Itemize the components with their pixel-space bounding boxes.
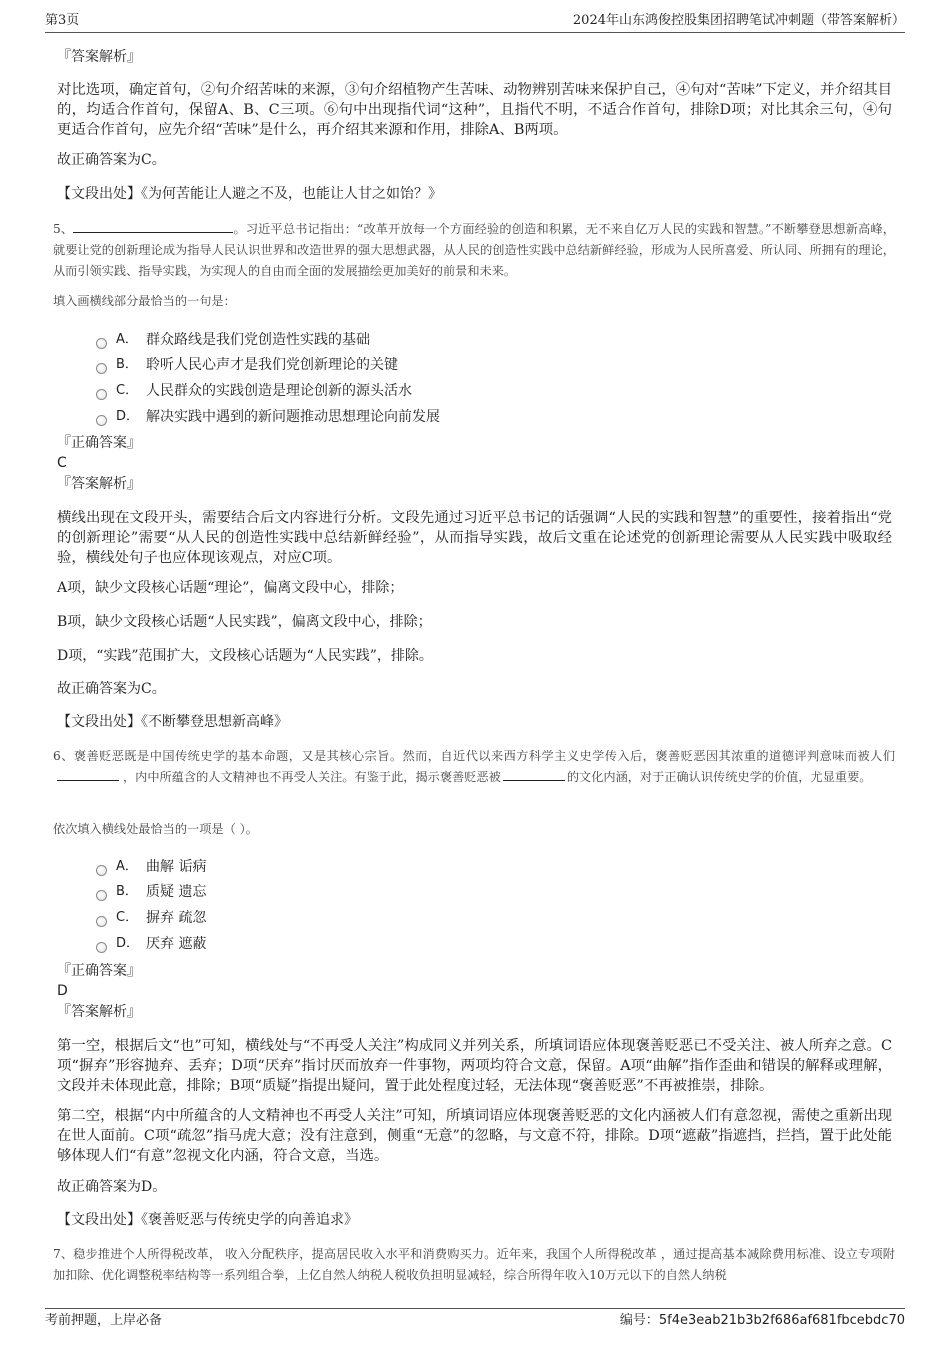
q4-conclusion: 故正确答案为C。 [57, 152, 166, 168]
question-number: 5、 [53, 222, 74, 236]
fill-blank [73, 219, 233, 233]
question-text: ，内中所蕴含的人文精神也不再受人关注。有鉴于此，揭示褒善贬恶被 [123, 770, 501, 784]
page-number: 第3页 [45, 13, 80, 28]
option-text: 厌弃 遮蔽 [146, 936, 207, 952]
option-letter: D． [116, 936, 140, 951]
option-text: 人民群众的实践创造是理论创新的源头活水 [146, 383, 412, 399]
radio-icon[interactable] [96, 389, 107, 400]
radio-icon[interactable] [96, 363, 107, 374]
document-code [620, 1309, 905, 1333]
q5-answer: C [57, 455, 67, 471]
question-text: 褒善贬恶既是中国传统史学的基本命题，又是其核心宗旨。然而，自近代以来西方科学主义史学传入后，褒善贬恶因其浓重的道德评判意味而被人们 [73, 749, 896, 763]
option-text: 摒弃 疏忽 [146, 910, 207, 926]
option-letter: C． [116, 383, 139, 398]
code-value: 5f4e3eab21b3b2f686af681fbcebdc70 [658, 1313, 905, 1328]
option-letter: B． [116, 357, 138, 372]
fill-blank [503, 767, 565, 781]
question-number: 6、 [53, 749, 74, 763]
option-b[interactable] [96, 355, 398, 375]
radio-icon[interactable] [96, 865, 107, 876]
q5-analysis-text: 横线出现在文段开头，需要结合后文内容进行分析。文段先通过习近平总书记的话强调“人民的实践和智慧”的重要性，接着指出“党的创新理论”需要“从人民的创造性实践中总结新鲜经验”，从而指导实践，故后文重在论述党的创新理论需要从人民实践中吸取经验，横线处句子也应体现该观点，对应C项。 [57, 510, 892, 566]
document-title: 2024年山东鸿俊控股集团招聘笔试冲刺题（带答案解析） [572, 13, 905, 28]
option-letter: A． [116, 859, 138, 874]
option-a[interactable] [96, 857, 206, 877]
q6-conclusion: 故正确答案为D。 [57, 1179, 167, 1195]
q6-answer-heading: 『正确答案』 [57, 963, 141, 979]
radio-icon[interactable] [96, 916, 107, 927]
question-text: 。习近平总书记指出：“改革开放每一个方面经验的创造和积累，无不来自亿万人民的实践和智慧。”不断攀登思想新高峰，就要让党的创新理论成为指导人民认识世界和改造世界的强大思想武器，从人民的创造性实践中总结新鲜经验，形成为人民所喜爱、所认同、所拥有的理论，从而引领实践、指导实践，为实现人的自由而全面的发展描绘更加美好的前景和未来。 [53, 222, 895, 278]
question-6-instruction: 依次填入横线处最恰当的一项是（ ）。 [53, 822, 258, 836]
option-letter: C． [116, 910, 139, 925]
q5-analysis-d: D项，“实践”范围扩大，文段核心话题为“人民实践”，排除。 [57, 648, 433, 664]
question-7-stem [53, 1244, 895, 1286]
q6-analysis-text-2: 第二空，根据“内中所蕴含的人文精神也不再受人关注”可知，所填词语应体现褒善贬恶的文化内涵被人们有意忽视，需使之重新出现在世人面前。C项“疏忽”指马虎大意；没有注意到，侧重“无意”的忽略，与文意不符，排除。D项“遮蔽”指遮挡，拦挡，置于此处能够体现人们“有意”忽视文化内涵，符合文意，当选。 [57, 1108, 892, 1164]
option-letter: A． [116, 332, 138, 347]
page-header [45, 10, 905, 33]
question-number: 7、 [53, 1247, 74, 1261]
option-d[interactable] [96, 934, 206, 954]
q5-conclusion: 故正确答案为C。 [57, 681, 166, 697]
radio-icon[interactable] [96, 338, 107, 349]
footer-slogan: 考前押题，上岸必备 [45, 1313, 163, 1328]
page-footer [45, 1308, 905, 1331]
q4-analysis-heading: 『答案解析』 [57, 49, 141, 65]
radio-icon[interactable] [96, 890, 107, 901]
q5-source: 【文段出处】《不断攀登思想新高峰》 [57, 714, 288, 730]
q6-answer: D [57, 983, 68, 999]
q6-analysis-text-1: 第一空，根据后文“也”可知，横线处与“不再受人关注”构成同义并列关系，所填词语应体现褒善贬恶已不受关注、被人所弃之意。C项“摒弃”形容抛弃、丢弃；D项“厌弃”指讨厌而放弃一件事物，两项均符合文意，保留。A项“曲解”指作歪曲和错误的解释或理解，文段并未体现此意，排除；B项“质疑”指提出疑问，置于此处程度过轻，无法体现“褒善贬恶”不再被推崇，排除。 [57, 1038, 892, 1094]
option-text: 解决实践中遇到的新问题推动思想理论向前发展 [146, 409, 440, 425]
q5-analysis-a: A项，缺少文段核心话题“理论”，偏离文段中心，排除； [57, 580, 404, 596]
question-5-instruction: 填入画横线部分最恰当的一句是： [53, 294, 236, 308]
question-text: 稳步推进个人所得税改革， 收入分配秩序，提高居民收入水平和消费购买力。近年来，我国个人所得税改革 ，通过提高基本减除费用标准、设立专项附加扣除、优化调整税率结构等一系列组合拳，上亿自然人纳税人税收负担明显减轻，综合所得年收入10万元以下的自然人纳税 [53, 1247, 895, 1282]
option-text: 曲解 诟病 [146, 859, 207, 875]
radio-icon[interactable] [96, 415, 107, 426]
option-text: 聆听人民心声才是我们党创新理论的关键 [146, 357, 398, 373]
q5-answer-heading: 『正确答案』 [57, 435, 141, 451]
question-text: 的文化内涵，对于正确认识传统史学的价值，尤显重要。 [566, 770, 872, 784]
q6-source: 【文段出处】《褒善贬恶与传统史学的向善追求》 [57, 1212, 358, 1228]
fill-blank [57, 767, 119, 781]
option-d[interactable] [96, 407, 440, 427]
question-6-stem [53, 746, 895, 788]
q4-source: 【文段出处】《为何苦能让人避之不及，也能让人甘之如饴？》 [57, 186, 442, 202]
q5-analysis-b: B项，缺少文段核心话题“人民实践”，偏离文段中心，排除； [57, 614, 432, 630]
radio-icon[interactable] [96, 942, 107, 953]
option-c[interactable] [96, 908, 206, 928]
question-5-stem [53, 219, 895, 282]
option-c[interactable] [96, 381, 412, 401]
q4-analysis-text: 对比选项，确定首句，②句介绍苦味的来源，③句介绍植物产生苦味、动物辨别苦味来保护自己，④句对“苦味”下定义，并介绍其目的，均适合作首句，保留A、B、C三项。⑥句中出现指代词“这种”，且指代不明，不适合作首句，排除D项；对比其余三句，④句更适合作首句，应先介绍“苦味”是什么，再介绍其来源和作用，排除A、B两项。 [57, 82, 892, 138]
code-label: 编号： [619, 1313, 659, 1328]
option-b[interactable] [96, 882, 206, 902]
q5-analysis-heading: 『答案解析』 [57, 476, 141, 492]
option-a[interactable] [96, 330, 370, 350]
option-letter: D． [116, 409, 140, 424]
option-letter: B． [116, 884, 138, 899]
q6-analysis-heading: 『答案解析』 [57, 1004, 141, 1020]
option-text: 质疑 遗忘 [146, 884, 207, 900]
option-text: 群众路线是我们党创造性实践的基础 [146, 332, 370, 348]
